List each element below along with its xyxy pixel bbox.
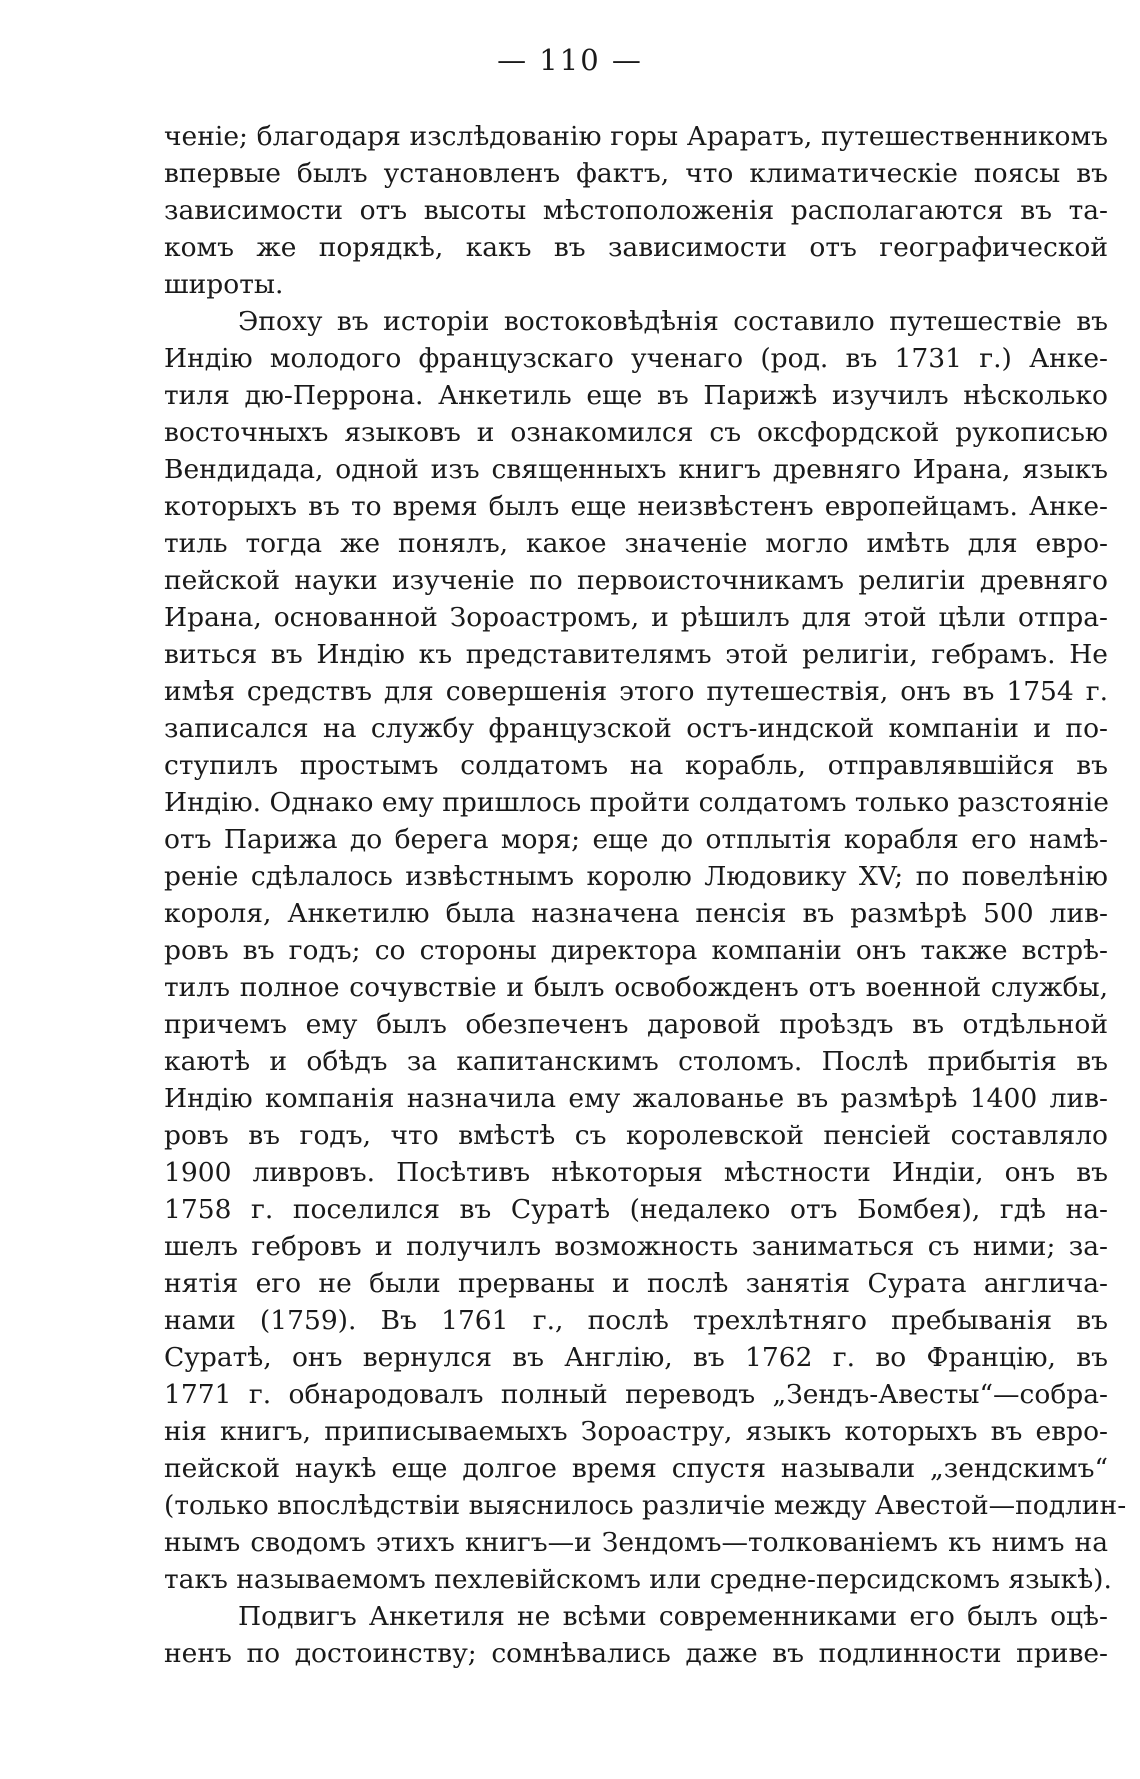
text-line: каютѣ и обѣдъ за капитанскимъ столомъ. Послѣ прибытія въ	[164, 1046, 1108, 1077]
text-line: такъ называемомъ пехлевійскомъ или средне-персидскомъ языкѣ).	[164, 1564, 1112, 1595]
text-line: нія книгъ, приписываемыхъ Зороастру, языкъ которыхъ въ евро-	[164, 1416, 1108, 1447]
paragraph	[164, 1598, 1108, 1672]
text-line: Индію компанія назначила ему жалованье въ размѣрѣ 1400 лив-	[164, 1083, 1108, 1114]
text-line: нымъ сводомъ этихъ книгъ—и Зендомъ—толкованіемъ къ нимъ на	[164, 1527, 1108, 1558]
text-line: которыхъ въ то время былъ еще неизвѣстенъ европейцамъ. Анке-	[164, 491, 1108, 522]
text-line: Суратѣ, онъ вернулся въ Англію, въ 1762 г. во Францію, въ	[164, 1342, 1108, 1373]
text-line: ровъ въ годъ, что вмѣстѣ съ королевской пенсіей составляло	[164, 1120, 1108, 1151]
text-line: ступилъ простымъ солдатомъ на корабль, отправлявшійся въ	[164, 750, 1108, 781]
text-line: 1900 ливровъ. Посѣтивъ нѣкоторыя мѣстности Индіи, онъ въ	[164, 1157, 1108, 1188]
page-number: — 110 —	[497, 43, 643, 77]
text-line: (только впослѣдствіи выяснилось различіе между Авестой—подлин-	[164, 1490, 1127, 1521]
body-text	[164, 118, 1127, 1672]
text-line: Индію молодого французскаго ученаго (род. въ 1731 г.) Анке-	[164, 343, 1108, 374]
text-line: восточныхъ языковъ и ознакомился съ оксфордской рукописью	[164, 417, 1108, 448]
text-line: пейской наукѣ еще долгое время спустя называли „зендскимъ“	[164, 1453, 1108, 1484]
text-line: 1758 г. поселился въ Суратѣ (недалеко отъ Бомбея), гдѣ на-	[164, 1194, 1108, 1225]
text-line: реніе сдѣлалось извѣстнымъ королю Людовику XV; по повелѣнію	[164, 861, 1108, 892]
text-line: имѣя средствъ для совершенія этого путешествія, онъ въ 1754 г.	[164, 676, 1108, 707]
text-line: Вендидада, одной изъ священныхъ книгъ древняго Ирана, языкъ	[164, 454, 1108, 485]
text-line: тилъ полное сочувствіе и былъ освобожденъ отъ военной службы,	[164, 972, 1108, 1003]
text-line: ровъ въ годъ; со стороны директора компаніи онъ также встрѣ-	[164, 935, 1108, 966]
text-line: нами (1759). Въ 1761 г., послѣ трехлѣтняго пребыванія въ	[164, 1305, 1108, 1336]
text-line: отъ Парижа до берега моря; еще до отплытія корабля его намѣ-	[164, 824, 1108, 855]
text-line: комъ же порядкѣ, какъ въ зависимости отъ географической	[164, 232, 1108, 263]
paragraph	[164, 118, 1108, 303]
text-line: Подвигъ Анкетиля не всѣми современниками его былъ оцѣ-	[238, 1601, 1108, 1632]
text-line: причемъ ему былъ обезпеченъ даровой проѣздъ въ отдѣльной	[164, 1009, 1108, 1040]
text-line: Эпоху въ исторіи востоковѣдѣнія составило путешествіе въ	[238, 306, 1108, 337]
paragraph	[164, 303, 1127, 1598]
text-line: тиля дю-Перрона. Анкетиль еще въ Парижѣ изучилъ нѣсколько	[164, 380, 1108, 411]
text-line: 1771 г. обнародовалъ полный переводъ „Зендъ-Авесты“—собра-	[164, 1379, 1108, 1410]
text-line: Индію. Однако ему пришлось пройти солдатомъ только разстояніе	[164, 787, 1109, 818]
text-line: виться въ Индію къ представителямъ этой религіи, гебрамъ. Не	[164, 639, 1108, 670]
text-line: впервые былъ установленъ фактъ, что климатическіе поясы въ	[164, 158, 1108, 189]
text-line: шелъ гебровъ и получилъ возможность заниматься съ ними; за-	[164, 1231, 1108, 1262]
text-line: нятія его не были прерваны и послѣ занятія Сурата англича-	[164, 1268, 1108, 1299]
text-line: записался на службу французской остъ-индской компаніи и по-	[164, 713, 1108, 744]
text-line: короля, Анкетилю была назначена пенсія въ размѣрѣ 500 лив-	[164, 898, 1108, 929]
text-line: Ирана, основанной Зороастромъ, и рѣшилъ для этой цѣли отпра-	[164, 602, 1108, 633]
text-line: тиль тогда же понялъ, какое значеніе могло имѣть для евро-	[164, 528, 1108, 559]
text-line: широты.	[164, 269, 284, 300]
text-line: ненъ по достоинству; сомнѣвались даже въ подлинности приве-	[164, 1638, 1108, 1669]
text-line: пейской науки изученіе по первоисточникамъ религіи древняго	[164, 565, 1108, 596]
text-line: зависимости отъ высоты мѣстоположенія располагаются въ та-	[164, 195, 1108, 226]
text-line: ченіе; благодаря изслѣдованію горы Араратъ, путешественникомъ	[164, 121, 1108, 152]
